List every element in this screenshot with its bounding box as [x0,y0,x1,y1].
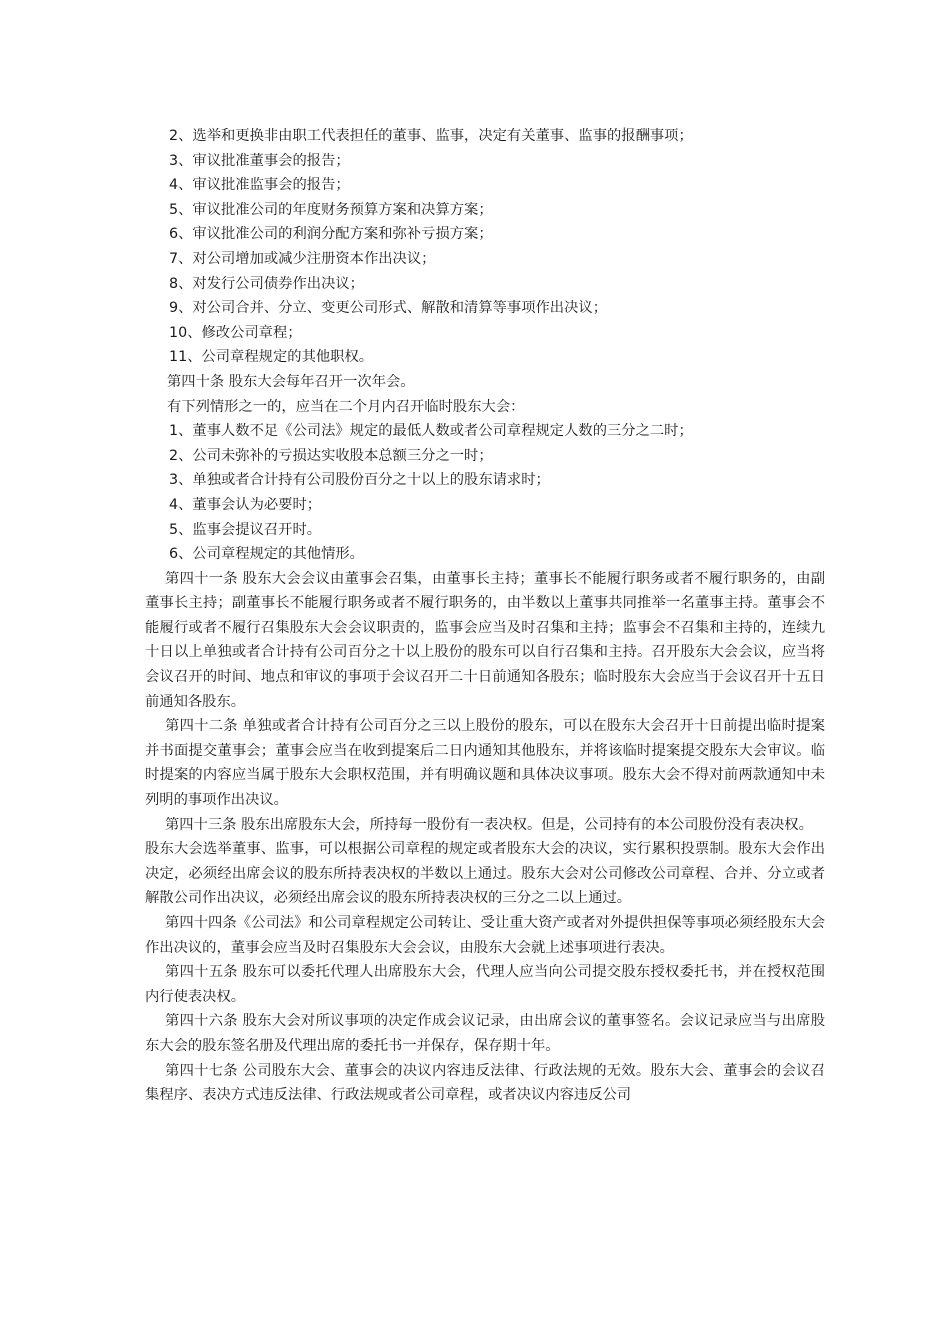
list-item: 3、单独或者合计持有公司股份百分之十以上的股东请求时； [169,472,550,489]
article-42: 第四十二条 单独或者合计持有公司百分之三以上股份的股东，可以在股东大会召开十日前提出临时提案并书面提交董事会；董事会应当在收到提案后二日内通知其他股东，并将该临时提案提交股东大会审议。临时提案的内容应当属于股东大会职权范围，并有明确议题和具体决议事项。股东大会不得对前两款通知中未列明的事项作出决议。 [145,718,825,809]
document-page [145,124,825,1108]
list-item: 4、董事会认为必要时； [169,496,322,513]
list-item: 5、监事会提议召开时。 [169,521,322,538]
list-item: 2、选举和更换非由职工代表担任的董事、监事，决定有关董事、监事的报酬事项； [169,128,693,144]
list-item: 7、对公司增加或减少注册资本作出决议； [169,250,436,267]
article-43: 第四十三条 股东出席股东大会，所持每一股份有一表决权。但是，公司持有的本公司股份没有表决权。 [165,816,813,833]
list-item: 2、公司未弥补的亏损达实收股本总额三分之一时； [169,447,493,464]
list-item: 3、审议批准董事会的报告； [169,152,350,169]
article-47: 第四十七条 公司股东大会、董事会的决议内容违反法律、行政法规的无效。股东大会、董事会的会议召集程序、表决方式违反法律、行政法规或者公司章程，或者决议内容违反公司 [145,1062,825,1104]
article-40: 第四十条 股东大会每年召开一次年会。 [167,373,415,390]
list-item: 8、对发行公司债券作出决议； [169,275,364,292]
list-item: 5、审议批准公司的年度财务预算方案和决算方案； [169,201,493,218]
article-44: 第四十四条《公司法》和公司章程规定公司转让、受让重大资产或者对外提供担保等事项必须经股东大会作出决议的，董事会应当及时召集股东大会会议，由股东大会就上述事项进行表决。 [145,915,825,956]
list-item: 11、公司章程规定的其他职权。 [169,349,374,366]
list-item: 9、对公司合并、分立、变更公司形式、解散和清算等事项作出决议； [169,300,607,317]
list-item: 10、修改公司章程； [169,324,302,341]
list-item: 6、审议批准公司的利润分配方案和弥补亏损方案； [169,226,493,243]
list-item: 1、董事人数不足《公司法》规定的最低人数或者公司章程规定人数的三分之二时； [169,423,693,440]
list-item: 6、公司章程规定的其他情形。 [169,546,364,563]
article-45: 第四十五条 股东可以委托代理人出席股东大会，代理人应当向公司提交股东授权委托书，并在授权范围内行使表决权。 [145,964,825,1005]
article-46: 第四十六条 股东大会对所议事项的决定作成会议记录，由出席会议的董事签名。会议记录应当与出席股东大会的股东签名册及代理出席的委托书一并保存，保存期十年。 [145,1013,825,1054]
article-40-intro: 有下列情形之一的，应当在二个月内召开临时股东大会： [167,398,525,415]
article-43-paragraph-2: 股东大会选举董事、监事，可以根据公司章程的规定或者股东大会的决议，实行累积投票制。股东大会作出决定，必须经出席会议的股东所持表决权的半数以上通过。股东大会对公司修改公司章程、合并、分立或者解散公司作出决议，必须经出席会议的股东所持表决权的三分之二以上通过。 [145,841,825,907]
list-item: 4、审议批准监事会的报告； [169,177,350,194]
article-41: 第四十一条 股东大会会议由董事会召集，由董事长主持；董事长不能履行职务或者不履行职务的，由副董事长主持；副董事长不能履行职务或者不履行职务的，由半数以上董事共同推举一名董事主持。董事会不能履行或者不履行召集股东大会会议职责的，监事会应当及时召集和主持；监事会不召集和主持的，连续九十日以上单独或者合计持有公司百分之十以上股份的股东可以自行召集和主持。召开股东大会会议，应当将会议召开的时间、地点和审议的事项于会议召开二十日前通知各股东；临时股东大会应当于会议召开十五日前通知各股东。 [145,570,825,710]
